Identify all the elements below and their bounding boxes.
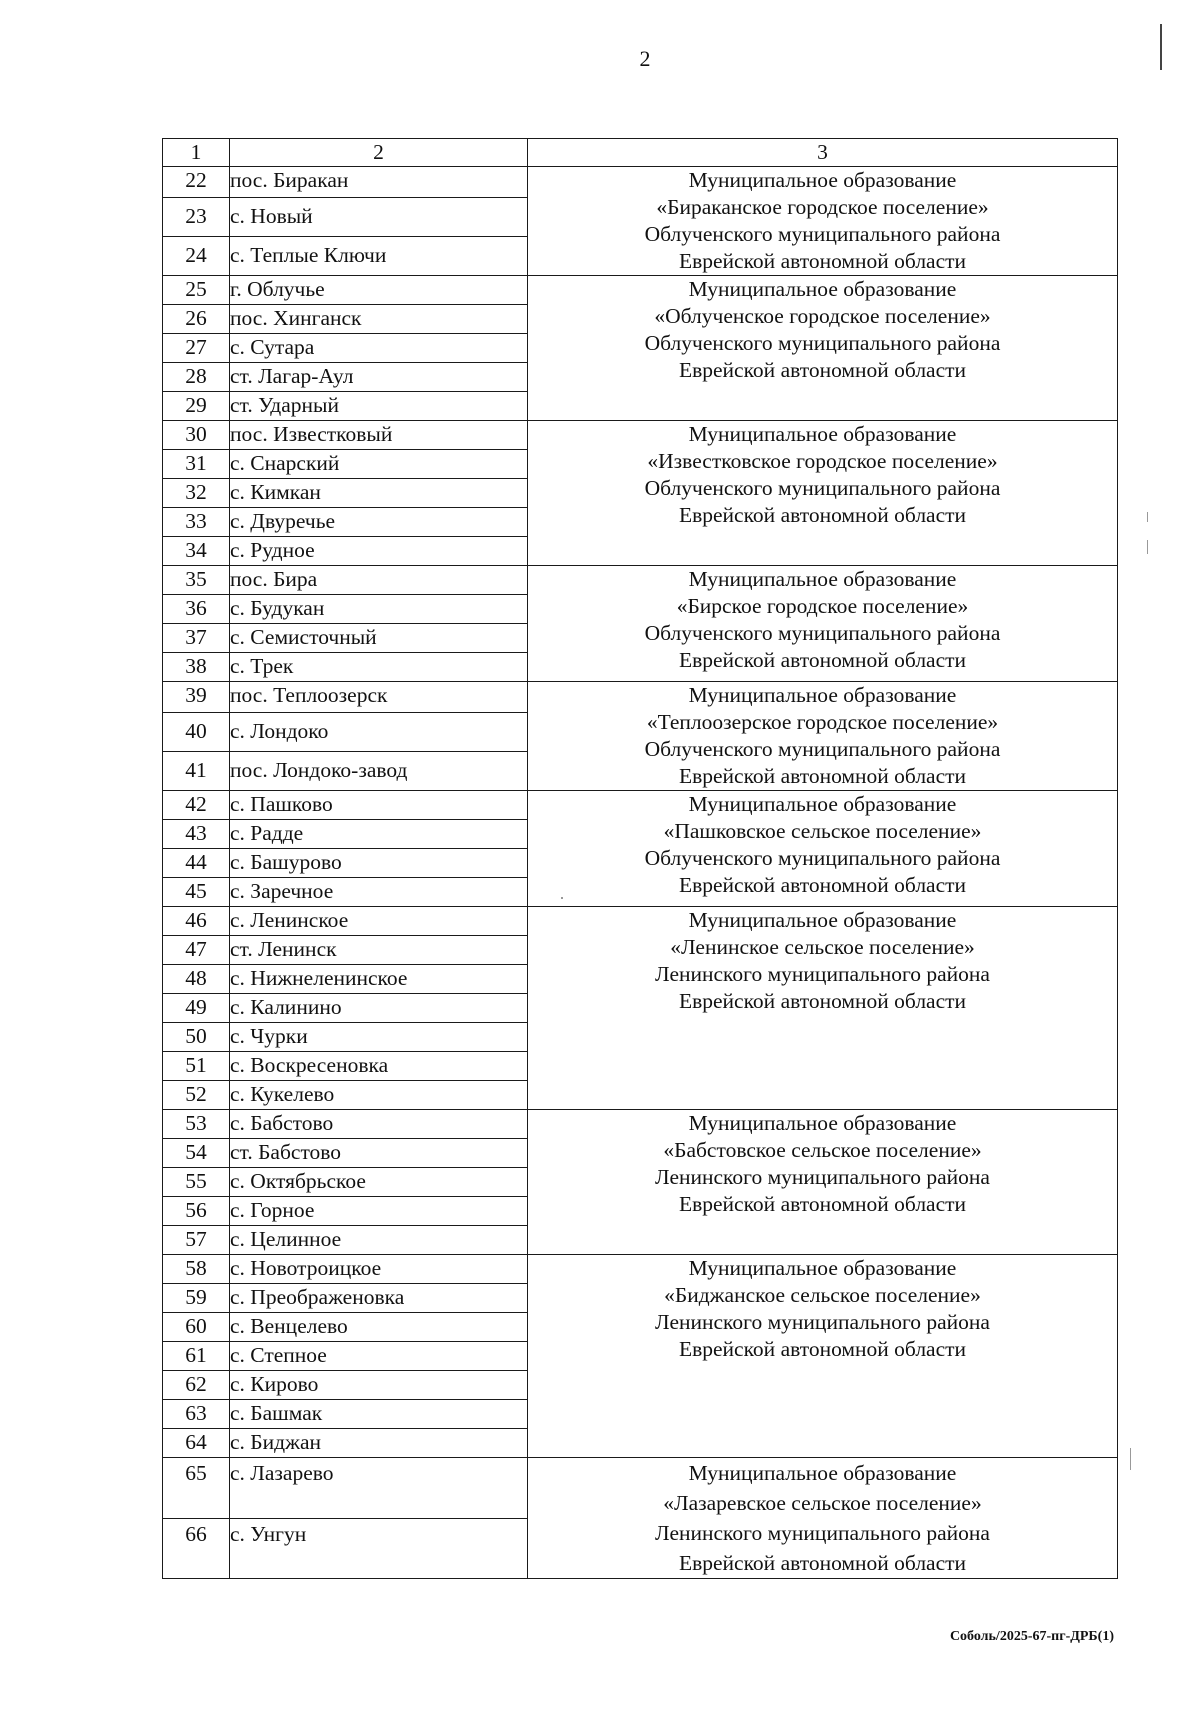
settlement-name-cell: пос. Теплоозерск bbox=[230, 682, 528, 713]
row-number-cell: 56 bbox=[163, 1197, 230, 1226]
municipality-line: Облученского муниципального района bbox=[644, 331, 1001, 355]
page-number: 2 bbox=[639, 46, 651, 71]
municipality-cell bbox=[528, 682, 1118, 791]
municipality-cell bbox=[528, 907, 1118, 1110]
table-row bbox=[163, 907, 1118, 936]
settlement-name-cell: с. Теплые Ключи bbox=[230, 236, 528, 275]
row-number-cell: 30 bbox=[163, 421, 230, 450]
row-number-cell: 64 bbox=[163, 1429, 230, 1458]
row-number-cell: 26 bbox=[163, 305, 230, 334]
row-number-cell: 27 bbox=[163, 334, 230, 363]
municipality-cell bbox=[528, 566, 1118, 682]
row-number-cell: 34 bbox=[163, 537, 230, 566]
municipality-line: Еврейской автономной области bbox=[678, 873, 967, 897]
municipality-cell bbox=[528, 276, 1118, 421]
row-number-cell: 45 bbox=[163, 878, 230, 907]
settlement-name-cell: ст. Бабстово bbox=[230, 1139, 528, 1168]
scan-artifact bbox=[1147, 540, 1148, 554]
row-number-cell: 62 bbox=[163, 1371, 230, 1400]
row-number-cell: 29 bbox=[163, 392, 230, 421]
table-row bbox=[163, 566, 1118, 595]
table-row bbox=[163, 421, 1118, 450]
row-number-cell: 25 bbox=[163, 276, 230, 305]
settlement-name-cell: с. Новый bbox=[230, 197, 528, 236]
table-row bbox=[163, 276, 1118, 305]
scan-artifact bbox=[1147, 512, 1148, 522]
table-row bbox=[163, 1458, 1118, 1519]
municipality-line: Еврейской автономной области bbox=[678, 1192, 967, 1216]
header-cell-municipality: 3 bbox=[528, 139, 1118, 167]
settlement-name-cell: с. Новотроицкое bbox=[230, 1255, 528, 1284]
row-number-cell: 32 bbox=[163, 479, 230, 508]
row-number-cell: 60 bbox=[163, 1313, 230, 1342]
municipality-line: Муниципальное образование bbox=[688, 1461, 957, 1485]
settlement-name-cell: с. Двуречье bbox=[230, 508, 528, 537]
municipality-line: «Ленинское сельское поселение» bbox=[670, 935, 975, 959]
settlement-name-cell: с. Биджан bbox=[230, 1429, 528, 1458]
row-number-cell: 44 bbox=[163, 849, 230, 878]
municipality-cell bbox=[528, 1255, 1118, 1458]
table-row bbox=[163, 1255, 1118, 1284]
municipality-line: Муниципальное образование bbox=[688, 683, 957, 707]
municipality-line: Еврейской автономной области bbox=[678, 503, 967, 527]
row-number-cell: 48 bbox=[163, 965, 230, 994]
row-number-cell: 47 bbox=[163, 936, 230, 965]
settlement-name-cell: с. Целинное bbox=[230, 1226, 528, 1255]
settlement-name-cell: ст. Лагар-Аул bbox=[230, 363, 528, 392]
settlement-name-cell: ст. Ударный bbox=[230, 392, 528, 421]
municipality-line: «Биджанское сельское поселение» bbox=[664, 1283, 981, 1307]
header-cell-number: 1 bbox=[163, 139, 230, 167]
municipality-line: «Лазаревское сельское поселение» bbox=[663, 1491, 982, 1515]
row-number-cell: 59 bbox=[163, 1284, 230, 1313]
settlement-name-cell: с. Калинино bbox=[230, 994, 528, 1023]
municipality-line: Облученского муниципального района bbox=[644, 621, 1001, 645]
row-number-cell: 37 bbox=[163, 624, 230, 653]
scan-artifact bbox=[1130, 1448, 1131, 1470]
municipality-line: Еврейской автономной области bbox=[678, 764, 967, 788]
settlement-name-cell: с. Венцелево bbox=[230, 1313, 528, 1342]
row-number-cell: 54 bbox=[163, 1139, 230, 1168]
settlement-name-cell: пос. Биракан bbox=[230, 167, 528, 198]
row-number-cell: 57 bbox=[163, 1226, 230, 1255]
settlement-name-cell: с. Башмак bbox=[230, 1400, 528, 1429]
municipality-cell bbox=[528, 1110, 1118, 1255]
settlement-name-cell: с. Радде bbox=[230, 820, 528, 849]
row-number-cell: 58 bbox=[163, 1255, 230, 1284]
settlement-name-cell: с. Снарский bbox=[230, 450, 528, 479]
municipality-line: Муниципальное образование bbox=[688, 1111, 957, 1135]
row-number-cell: 50 bbox=[163, 1023, 230, 1052]
settlement-name-cell: с. Кирово bbox=[230, 1371, 528, 1400]
settlement-name-cell: с. Кукелево bbox=[230, 1081, 528, 1110]
row-number-cell: 24 bbox=[163, 236, 230, 275]
row-number-cell: 53 bbox=[163, 1110, 230, 1139]
municipality-line: Муниципальное образование bbox=[688, 908, 957, 932]
municipality-line: Облученского муниципального района bbox=[644, 476, 1001, 500]
settlement-name-cell: с. Рудное bbox=[230, 537, 528, 566]
row-number-cell: 38 bbox=[163, 653, 230, 682]
row-number-cell: 22 bbox=[163, 167, 230, 198]
settlement-name-cell: с. Заречное bbox=[230, 878, 528, 907]
municipality-line: «Бираканское городское поселение» bbox=[656, 195, 989, 219]
municipality-line: Муниципальное образование bbox=[688, 792, 957, 816]
row-number-cell: 33 bbox=[163, 508, 230, 537]
settlement-name-cell: с. Пашково bbox=[230, 791, 528, 820]
settlement-name-cell: с. Горное bbox=[230, 1197, 528, 1226]
municipality-line: Облученского муниципального района bbox=[644, 846, 1001, 870]
table-row bbox=[163, 682, 1118, 713]
municipality-line: Муниципальное образование bbox=[688, 168, 957, 192]
municipality-line: Ленинского муниципального района bbox=[655, 962, 990, 986]
settlement-name-cell: с. Кимкан bbox=[230, 479, 528, 508]
settlement-name-cell: с. Преображеновка bbox=[230, 1284, 528, 1313]
municipality-line: Ленинского муниципального района bbox=[655, 1310, 990, 1334]
municipality-line: «Бабстовское сельское поселение» bbox=[663, 1138, 982, 1162]
row-number-cell: 28 bbox=[163, 363, 230, 392]
municipality-line: «Теплоозерское городское поселение» bbox=[646, 710, 999, 734]
municipality-cell bbox=[528, 421, 1118, 566]
row-number-cell: 43 bbox=[163, 820, 230, 849]
table-row bbox=[163, 1110, 1118, 1139]
row-number-cell: 39 bbox=[163, 682, 230, 713]
municipality-line: Облученского муниципального района bbox=[644, 737, 1001, 761]
municipality-line: Еврейской автономной области bbox=[678, 1337, 967, 1361]
settlement-name-cell: с. Сутара bbox=[230, 334, 528, 363]
row-number-cell: 36 bbox=[163, 595, 230, 624]
municipality-line: Ленинского муниципального района bbox=[655, 1521, 990, 1545]
row-number-cell: 63 bbox=[163, 1400, 230, 1429]
table-row bbox=[163, 791, 1118, 820]
settlement-name-cell: с. Октябрьское bbox=[230, 1168, 528, 1197]
settlement-name-cell: с. Степное bbox=[230, 1342, 528, 1371]
row-number-cell: 65 bbox=[163, 1458, 230, 1519]
row-number-cell: 41 bbox=[163, 751, 230, 790]
table-row bbox=[163, 167, 1118, 198]
header-cell-settlement: 2 bbox=[230, 139, 528, 167]
settlement-name-cell: с. Лазарево bbox=[230, 1458, 528, 1519]
row-number-cell: 46 bbox=[163, 907, 230, 936]
municipality-line: Ленинского муниципального района bbox=[655, 1165, 990, 1189]
settlement-name-cell: с. Унгун bbox=[230, 1518, 528, 1579]
document-code: Соболь/2025-67-пг-ДРБ(1) bbox=[949, 1629, 1114, 1644]
municipality-cell bbox=[528, 1458, 1118, 1579]
settlement-name-cell: с. Башурово bbox=[230, 849, 528, 878]
municipality-cell bbox=[528, 167, 1118, 276]
row-number-cell: 42 bbox=[163, 791, 230, 820]
municipality-line: «Известковское городское поселение» bbox=[647, 449, 998, 473]
settlement-name-cell: пос. Хинганск bbox=[230, 305, 528, 334]
row-number-cell: 40 bbox=[163, 712, 230, 751]
row-number-cell: 35 bbox=[163, 566, 230, 595]
municipality-line: Еврейской автономной области bbox=[678, 989, 967, 1013]
municipality-line: Еврейской автономной области bbox=[678, 1551, 967, 1575]
row-number-cell: 66 bbox=[163, 1518, 230, 1579]
municipality-line: Муниципальное образование bbox=[688, 1256, 957, 1280]
municipality-line: Еврейской автономной области bbox=[678, 648, 967, 672]
settlement-name-cell: ст. Ленинск bbox=[230, 936, 528, 965]
municipality-line: Муниципальное образование bbox=[688, 422, 957, 446]
settlements-table bbox=[162, 138, 1118, 1579]
settlement-name-cell: с. Трек bbox=[230, 653, 528, 682]
municipality-line: «Облученское городское поселение» bbox=[654, 304, 991, 328]
table-header-row bbox=[163, 139, 1118, 167]
settlement-name-cell: пос. Известковый bbox=[230, 421, 528, 450]
row-number-cell: 61 bbox=[163, 1342, 230, 1371]
municipality-line: Облученского муниципального района bbox=[644, 222, 1001, 246]
row-number-cell: 49 bbox=[163, 994, 230, 1023]
scan-artifact bbox=[1160, 24, 1162, 70]
settlement-name-cell: с. Ленинское bbox=[230, 907, 528, 936]
settlement-name-cell: г. Облучье bbox=[230, 276, 528, 305]
municipality-line: «Пашковское сельское поселение» bbox=[663, 819, 982, 843]
settlement-name-cell: с. Воскресеновка bbox=[230, 1052, 528, 1081]
municipality-line: Муниципальное образование bbox=[688, 277, 957, 301]
row-number-cell: 52 bbox=[163, 1081, 230, 1110]
municipality-line: Еврейской автономной области bbox=[678, 358, 967, 382]
row-number-cell: 23 bbox=[163, 197, 230, 236]
row-number-cell: 51 bbox=[163, 1052, 230, 1081]
municipality-cell bbox=[528, 791, 1118, 907]
settlement-name-cell: пос. Бира bbox=[230, 566, 528, 595]
municipality-line: Муниципальное образование bbox=[688, 567, 957, 591]
settlement-name-cell: пос. Лондоко-завод bbox=[230, 751, 528, 790]
settlement-name-cell: с. Бабстово bbox=[230, 1110, 528, 1139]
row-number-cell: 55 bbox=[163, 1168, 230, 1197]
settlement-name-cell: с. Будукан bbox=[230, 595, 528, 624]
row-number-cell: 31 bbox=[163, 450, 230, 479]
municipality-line: «Бирское городское поселение» bbox=[676, 594, 969, 618]
settlement-name-cell: с. Чурки bbox=[230, 1023, 528, 1052]
settlement-name-cell: с. Нижнеленинское bbox=[230, 965, 528, 994]
municipality-line: Еврейской автономной области bbox=[678, 249, 967, 273]
settlement-name-cell: с. Семисточный bbox=[230, 624, 528, 653]
settlement-name-cell: с. Лондоко bbox=[230, 712, 528, 751]
